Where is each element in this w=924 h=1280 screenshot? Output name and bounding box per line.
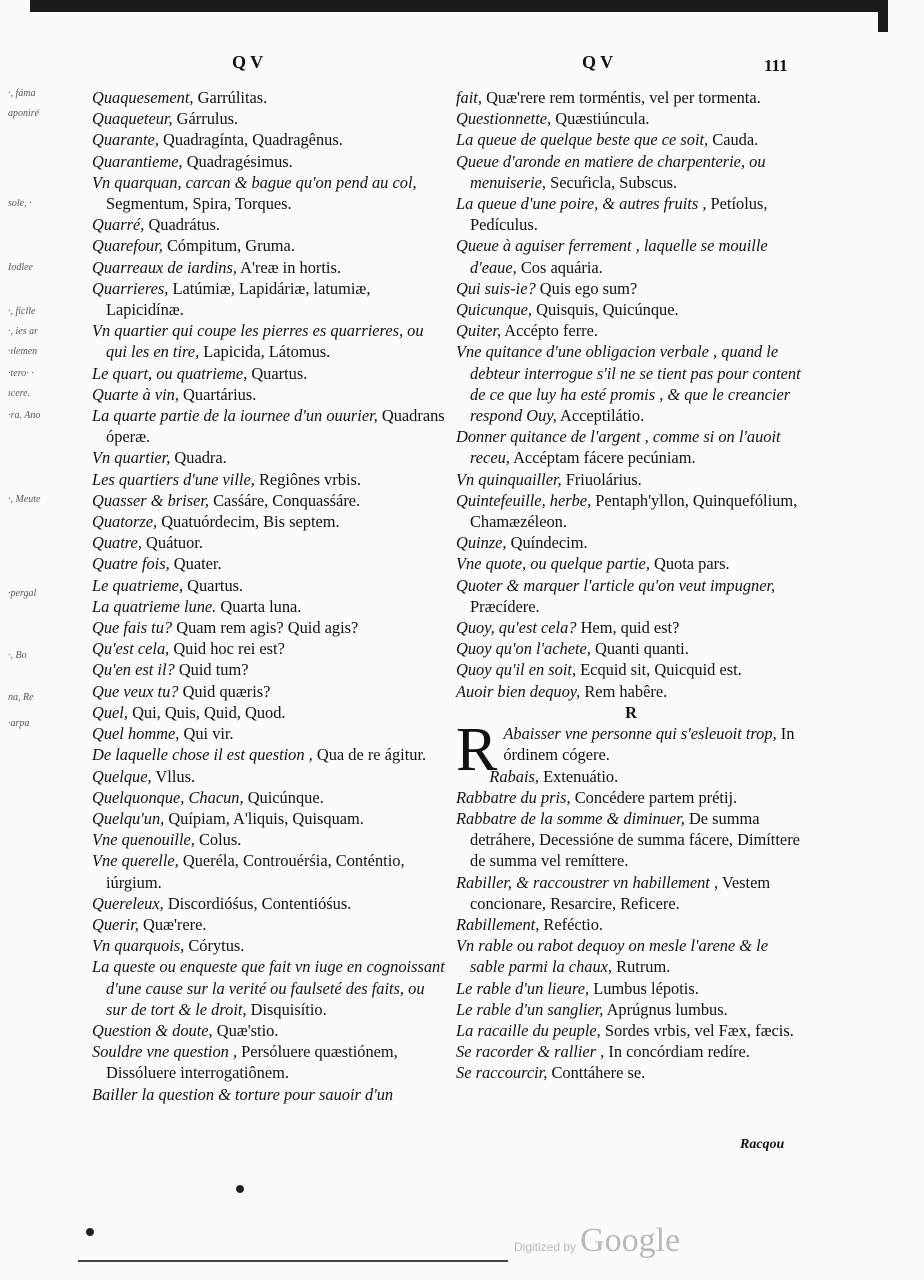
entry-french-headword: Vne quitance d'une obligacion verbale , quand le debteur interrogue s'il ne se tient pas pour content de ce que luy ha esté promis , & que le creancier respond Ouy, xyxy=(456,342,801,426)
dictionary-entry xyxy=(92,469,446,490)
entry-french-headword: Rabiller, & raccoustrer vn habillement , xyxy=(456,872,719,892)
dictionary-entry xyxy=(92,278,446,320)
top-border-drop xyxy=(878,0,888,32)
dictionary-entry xyxy=(456,532,806,553)
catchword: Racqou xyxy=(740,1137,785,1152)
dictionary-entry xyxy=(92,787,446,808)
dictionary-entry xyxy=(456,575,806,617)
entry-french-headword: Quaquesement, xyxy=(92,88,194,107)
entry-french-headword: Quarantieme, xyxy=(92,151,183,171)
entry-french-headword: Vn quartier, xyxy=(92,448,171,468)
dictionary-entry xyxy=(456,193,806,235)
dictionary-entry xyxy=(456,108,806,129)
entry-latin-gloss: Qui, Quis, Quid, Quod. xyxy=(127,702,286,722)
entry-latin-gloss: Quæ'rere rem torméntis, vel per tormenta. xyxy=(481,88,761,107)
entry-french-headword: Quiter, xyxy=(456,321,502,341)
entry-latin-gloss: Quadragínta, Quadragênus. xyxy=(158,130,343,150)
entry-french-headword: De laquelle chose il est question , xyxy=(92,745,313,765)
dictionary-entry xyxy=(92,257,446,278)
dictionary-entry xyxy=(92,235,446,256)
dictionary-entry xyxy=(92,575,446,596)
dictionary-entry xyxy=(456,914,806,935)
entry-french-headword: Vne quenouille, xyxy=(92,830,195,850)
entry-french-headword: La queste ou enqueste que fait vn iuge en cognoissant d'une cause sur la verité ou faulseté des faits, ou sur de tort & le droit, xyxy=(92,957,445,1019)
dictionary-entry xyxy=(456,151,806,193)
dictionary-entry xyxy=(456,341,806,426)
entry-latin-gloss: Rem habêre. xyxy=(580,681,668,701)
entry-latin-gloss: Quater. xyxy=(169,554,222,574)
margin-fragment: ·arpa xyxy=(8,718,30,729)
entry-french-headword: Queue d'aronde en matiere de charpenterie, ou menuiserie, xyxy=(456,151,766,192)
entry-latin-gloss: Quicúnque. xyxy=(243,787,324,807)
dictionary-entry xyxy=(92,214,446,235)
dictionary-entry xyxy=(92,829,446,850)
dictionary-entry xyxy=(92,617,446,638)
dictionary-entry xyxy=(92,405,446,447)
entry-french-headword: Quelqu'un, xyxy=(92,808,165,828)
entry-latin-gloss: Quid hoc rei est? xyxy=(169,639,285,659)
entry-french-headword: Le rable d'un sanglier, xyxy=(456,999,604,1019)
entry-french-headword: Souldre vne question , xyxy=(92,1042,238,1062)
dictionary-entry xyxy=(92,553,446,574)
entry-french-headword: Rabillement, xyxy=(456,914,540,934)
entry-french-headword: Rabbatre du pris, xyxy=(456,787,571,807)
entry-latin-gloss: Cauda. xyxy=(708,130,759,150)
entry-latin-gloss: Quæstiúncula. xyxy=(551,109,650,129)
entry-french-headword: Auoir bien dequoy, xyxy=(456,681,581,701)
entry-latin-gloss: Colus. xyxy=(194,830,242,850)
entry-french-headword: Qui suis-ie? xyxy=(456,278,536,298)
entry-french-headword: La quarte partie de la iournee d'un ouurier, xyxy=(92,406,378,426)
dictionary-entry xyxy=(456,490,806,532)
entry-french-headword: Quarrieres, xyxy=(92,278,169,298)
top-border-bar xyxy=(30,0,888,12)
dictionary-entry xyxy=(456,935,806,977)
entry-latin-gloss: Persóluere quæstiónem, Dissóluere interrogatiônem. xyxy=(106,1042,398,1083)
dictionary-entry xyxy=(92,659,446,680)
entry-latin-gloss: Quæ'rere. xyxy=(138,914,207,934)
dictionary-entry xyxy=(92,490,446,511)
entry-french-headword: Quintefeuille, herbe, xyxy=(456,490,592,510)
entry-french-headword: Querir, xyxy=(92,914,139,934)
dictionary-entry xyxy=(92,638,446,659)
dictionary-entry xyxy=(456,1062,806,1083)
entry-latin-gloss: Quarta luna. xyxy=(216,596,302,616)
margin-fragment: Iodlee xyxy=(8,262,33,273)
entry-french-headword: Le quatrieme, xyxy=(92,575,184,595)
entry-latin-gloss: Quid tum? xyxy=(174,660,249,680)
entry-latin-gloss: Latúmiæ, Lapidáriæ, latumiæ, Lapicidínæ. xyxy=(106,278,371,320)
dictionary-entry xyxy=(92,384,446,405)
entry-french-headword: Quel homme, xyxy=(92,724,180,744)
entry-latin-gloss: Quípiam, A'liquis, Quisquam. xyxy=(164,808,364,828)
dictionary-entry xyxy=(92,893,446,914)
dictionary-entry xyxy=(92,956,446,1020)
entry-latin-gloss: Pentaph'yllon, Quinquefólium, Chamæzéleon. xyxy=(470,490,798,532)
dictionary-entry xyxy=(92,808,446,829)
dictionary-entry xyxy=(456,978,806,999)
dictionary-entry xyxy=(456,1041,806,1062)
entry-latin-gloss: Lumbus lépotis. xyxy=(589,978,699,998)
dictionary-entry xyxy=(456,1020,806,1041)
entry-french-headword: Queue à aguiser ferrement , laquelle se mouille d'eaue, xyxy=(456,236,768,277)
entry-french-headword: Quicunque, xyxy=(456,300,533,320)
entry-french-headword: Quarte à vin, xyxy=(92,384,179,404)
entry-latin-gloss: Concédere partem prétij. xyxy=(570,787,738,807)
entry-latin-gloss: In concórdiam redíre. xyxy=(604,1042,750,1062)
entry-french-headword: Quarreaux de iardins, xyxy=(92,257,237,277)
entry-french-headword: Quelque, xyxy=(92,766,152,786)
entry-french-headword: Quaqueteur, xyxy=(92,109,173,129)
entry-french-headword: Les quartiers d'une ville, xyxy=(92,469,255,489)
entry-latin-gloss: Quadragésimus. xyxy=(182,151,293,171)
entry-latin-gloss: Quíndecim. xyxy=(506,533,588,553)
margin-fragment: ·ılemen xyxy=(8,346,38,357)
entry-french-headword: Vne querelle, xyxy=(92,851,179,871)
margin-fragment: ·, ies ar xyxy=(8,326,38,337)
entry-french-headword: Rabais, xyxy=(489,766,539,786)
drop-cap: R xyxy=(456,716,498,785)
entry-french-headword: Vn quartier qui coupe les pierres es quarrieres, ou qui les en tire, xyxy=(92,321,424,362)
dictionary-entry xyxy=(456,617,806,638)
entry-french-headword: Se racorder & rallier , xyxy=(456,1042,605,1062)
entry-latin-gloss: Reféctio. xyxy=(539,914,604,934)
margin-fragment: ·, Meute xyxy=(8,494,41,505)
entry-latin-gloss: Regiônes vrbis. xyxy=(254,469,361,489)
bottom-rule xyxy=(78,1260,508,1262)
dictionary-entry xyxy=(456,659,806,680)
dictionary-entry xyxy=(456,808,806,872)
entry-latin-gloss: Segmentum, Spira, Torques. xyxy=(106,194,292,214)
dictionary-entry xyxy=(456,235,806,277)
dictionary-entry xyxy=(92,744,446,765)
dictionary-entry xyxy=(92,320,446,362)
entry-french-headword: La racaille du peuple, xyxy=(456,1020,601,1040)
digitized-by-watermark xyxy=(514,1222,680,1260)
entry-latin-gloss: Vllus. xyxy=(151,766,196,786)
entry-latin-gloss: Quid quæris? xyxy=(178,681,271,701)
dictionary-entry xyxy=(92,511,446,532)
entry-french-headword: Quoy qu'il en soit, xyxy=(456,660,577,680)
entry-french-headword: Se raccourcir, xyxy=(456,1063,548,1083)
entry-french-headword: Rabbatre de la somme & diminuer, xyxy=(456,808,685,828)
entry-latin-gloss: De summa detráhere, Decessióne de summa fácere, Dimíttere de summa vel remíttere. xyxy=(470,808,800,871)
entry-french-headword: Le rable d'un lieure, xyxy=(456,978,590,998)
entry-latin-gloss: Quam rem agis? Quid agis? xyxy=(172,618,359,638)
dictionary-entry xyxy=(456,129,806,150)
dictionary-entry xyxy=(92,596,446,617)
dictionary-entry xyxy=(456,787,806,808)
dictionary-entry xyxy=(456,426,806,468)
digitized-by-label: Digitized by xyxy=(514,1240,577,1254)
dictionary-entry xyxy=(92,363,446,384)
entry-french-headword: Qu'est cela, xyxy=(92,639,170,659)
entry-latin-gloss: Vestem concionare, Resarcire, Reficere. xyxy=(470,872,771,913)
entry-latin-gloss: Secuŕicla, Subscus. xyxy=(546,172,678,192)
entry-latin-gloss: Ecquid sit, Quicquid est. xyxy=(576,660,742,680)
entry-latin-gloss: Quatuórdecim, Bis septem. xyxy=(157,512,340,532)
entry-latin-gloss: Quartus. xyxy=(183,575,244,595)
entry-french-headword: Abaisser vne personne qui s'esleuoit trop, xyxy=(503,724,777,744)
dictionary-entry xyxy=(456,469,806,490)
dictionary-entry xyxy=(456,87,806,108)
ink-spot xyxy=(86,1228,94,1236)
margin-fragment: ·tero· · xyxy=(8,368,34,379)
dictionary-entry xyxy=(456,278,806,299)
entry-french-headword: Le quart, ou quatrieme, xyxy=(92,363,248,383)
entry-latin-gloss: Casśáre, Conquasśáre. xyxy=(209,490,361,510)
dictionary-entry xyxy=(92,129,446,150)
entry-french-headword: Questionnette, xyxy=(456,109,552,129)
margin-fragment: ·, ficlle xyxy=(8,306,36,317)
dictionary-entry xyxy=(92,914,446,935)
entry-french-headword: Quarré, xyxy=(92,215,145,235)
running-header-right: Q V xyxy=(582,52,614,72)
entry-french-headword: La quatrieme lune. xyxy=(92,596,217,616)
dictionary-entry xyxy=(92,532,446,553)
entry-latin-gloss: Cos aquária. xyxy=(516,257,603,277)
entry-latin-gloss: Petíolus, Pedículus. xyxy=(470,194,768,235)
entry-latin-gloss: Sordes vrbis, vel Fæx, fæcis. xyxy=(600,1020,794,1040)
margin-fragment: ·, Bo xyxy=(8,650,27,661)
entry-french-headword: Quoy qu'on l'achete, xyxy=(456,639,591,659)
dictionary-entry xyxy=(92,172,446,214)
entry-latin-gloss: Disquisítio. xyxy=(246,999,327,1019)
entry-latin-gloss: Quadrátus. xyxy=(144,215,220,235)
entry-latin-gloss: Rutrum. xyxy=(612,957,671,977)
dictionary-entry xyxy=(92,1020,446,1041)
entry-french-headword: Qu'en est il? xyxy=(92,660,175,680)
entry-french-headword: Vn quinquailler, xyxy=(456,469,562,489)
entry-latin-gloss: Quartus. xyxy=(247,363,308,383)
entry-french-headword: Quoter & marquer l'article qu'on veut impugner, xyxy=(456,575,776,595)
entry-french-headword: La queue de quelque beste que ce soit, xyxy=(456,130,709,150)
entry-latin-gloss: Extenuátio. xyxy=(539,766,619,786)
entry-french-headword: Que veux tu? xyxy=(92,681,179,701)
entry-latin-gloss: Lapicida, Látomus. xyxy=(199,342,331,362)
dictionary-entry xyxy=(92,108,446,129)
dictionary-entry xyxy=(92,447,446,468)
entry-latin-gloss: Quadra. xyxy=(170,448,227,468)
entry-french-headword: Quelquonque, Chacun, xyxy=(92,787,244,807)
dictionary-entry xyxy=(92,1041,446,1083)
entry-french-headword: Vn quarquois, xyxy=(92,936,185,956)
entry-french-headword: Donner quitance de l'argent , comme si on l'auoit receu, xyxy=(456,427,781,468)
entry-latin-gloss: Queréla, Controuérśia, Conténtio, iúrgium. xyxy=(106,851,405,892)
entry-latin-gloss: Quartárius. xyxy=(178,384,257,404)
entry-french-headword: fait, xyxy=(456,88,482,107)
dictionary-entry xyxy=(456,999,806,1020)
dictionary-entry xyxy=(456,872,806,914)
entry-french-headword: La queue d'une poire, & autres fruits , xyxy=(456,194,707,214)
running-header-left: Q V xyxy=(232,52,264,72)
ink-spot xyxy=(236,1185,244,1193)
entry-latin-gloss: Acceptilátio. xyxy=(556,406,645,426)
right-column xyxy=(456,87,806,1084)
entry-french-headword: Quasser & briser, xyxy=(92,490,210,510)
dictionary-entry xyxy=(456,299,806,320)
page-number: 111 xyxy=(764,56,788,75)
dictionary-entry xyxy=(92,766,446,787)
left-column xyxy=(92,87,446,1105)
entry-french-headword: Vn quarquan, carcan & bague qu'on pend au col, xyxy=(92,172,417,192)
dictionary-entry xyxy=(456,553,806,574)
margin-fragment: na, Re xyxy=(8,692,34,703)
entry-latin-gloss: Gárrulus. xyxy=(172,109,239,129)
dictionary-entry xyxy=(92,151,446,172)
entry-french-headword: Quinze, xyxy=(456,533,507,553)
entry-french-headword: Vne quote, ou quelque partie, xyxy=(456,554,650,574)
entry-french-headword: Quatre, xyxy=(92,533,142,553)
dictionary-entry xyxy=(456,766,806,787)
entry-french-headword: Quel, xyxy=(92,702,128,722)
entry-french-headword: Quatre fois, xyxy=(92,554,170,574)
entry-latin-gloss: A'reæ in hortis. xyxy=(236,257,341,277)
entry-latin-gloss: Quanti quanti. xyxy=(590,639,689,659)
entry-latin-gloss: Hem, quid est? xyxy=(576,618,680,638)
margin-fragment: aponiré xyxy=(8,108,40,119)
entry-latin-gloss: Quis ego sum? xyxy=(535,278,638,298)
entry-latin-gloss: Accépto ferre. xyxy=(501,321,598,341)
entry-latin-gloss: In órdinem cógere. xyxy=(503,724,795,765)
entry-latin-gloss: Discordióśus, Contentióśus. xyxy=(163,893,352,913)
entry-latin-gloss: Garrúlitas. xyxy=(193,88,268,107)
dictionary-entry xyxy=(92,681,446,702)
entry-french-headword: Question & doute, xyxy=(92,1020,213,1040)
dictionary-entry xyxy=(92,702,446,723)
google-logo: Google xyxy=(580,1222,681,1259)
dictionary-entry xyxy=(92,1084,446,1105)
entry-french-headword: Vn rable ou rabot dequoy on mesle l'arene & le sable parmi la chaux, xyxy=(456,936,768,977)
entry-latin-gloss: Quæ'stio. xyxy=(212,1020,279,1040)
dictionary-entry xyxy=(92,723,446,744)
entry-latin-gloss: Quátuor. xyxy=(141,533,203,553)
entry-latin-gloss: Friuolárius. xyxy=(561,469,642,489)
entry-french-headword: Bailler la question & torture pour sauoir d'un xyxy=(92,1084,394,1104)
entry-french-headword: Que fais tu? xyxy=(92,618,173,638)
entry-latin-gloss: Qua de re ágitur. xyxy=(312,745,427,765)
entry-latin-gloss: Cómpitum, Gruma. xyxy=(162,236,295,256)
dictionary-entry xyxy=(92,935,446,956)
dictionary-entry xyxy=(456,320,806,341)
entry-french-headword: Quarefour, xyxy=(92,236,163,256)
margin-fragment: ·, fáma xyxy=(8,88,36,99)
entry-latin-gloss: Conttáhere se. xyxy=(547,1063,646,1083)
entry-latin-gloss: Quisquis, Quicúnque. xyxy=(532,300,679,320)
entry-french-headword: Quoy, qu'est cela? xyxy=(456,618,577,638)
dictionary-entry xyxy=(92,87,446,108)
entry-latin-gloss: Aprúgnus lumbus. xyxy=(603,999,728,1019)
margin-fragment: ·ra. Ano xyxy=(8,410,41,421)
entry-latin-gloss: Qui vir. xyxy=(179,724,234,744)
entry-french-headword: Quereleux, xyxy=(92,893,164,913)
dictionary-entry xyxy=(456,638,806,659)
dictionary-entry xyxy=(92,850,446,892)
entry-latin-gloss: Quadrans óperæ. xyxy=(106,406,445,447)
entry-french-headword: Quatorze, xyxy=(92,512,158,532)
margin-fragment: ·pergal xyxy=(8,588,37,599)
entry-latin-gloss: Præcídere. xyxy=(470,596,540,616)
entry-french-headword: Quarante, xyxy=(92,130,159,150)
entry-latin-gloss: Quota pars. xyxy=(649,554,730,574)
entry-latin-gloss: Córytus. xyxy=(184,936,245,956)
margin-fragment: ıcere. xyxy=(8,388,31,399)
entry-latin-gloss: Accéptam fácere pecúniam. xyxy=(509,448,696,468)
margin-fragment: sole, · xyxy=(8,198,32,209)
dictionary-entry xyxy=(456,681,806,702)
section-letter: R xyxy=(625,702,637,722)
